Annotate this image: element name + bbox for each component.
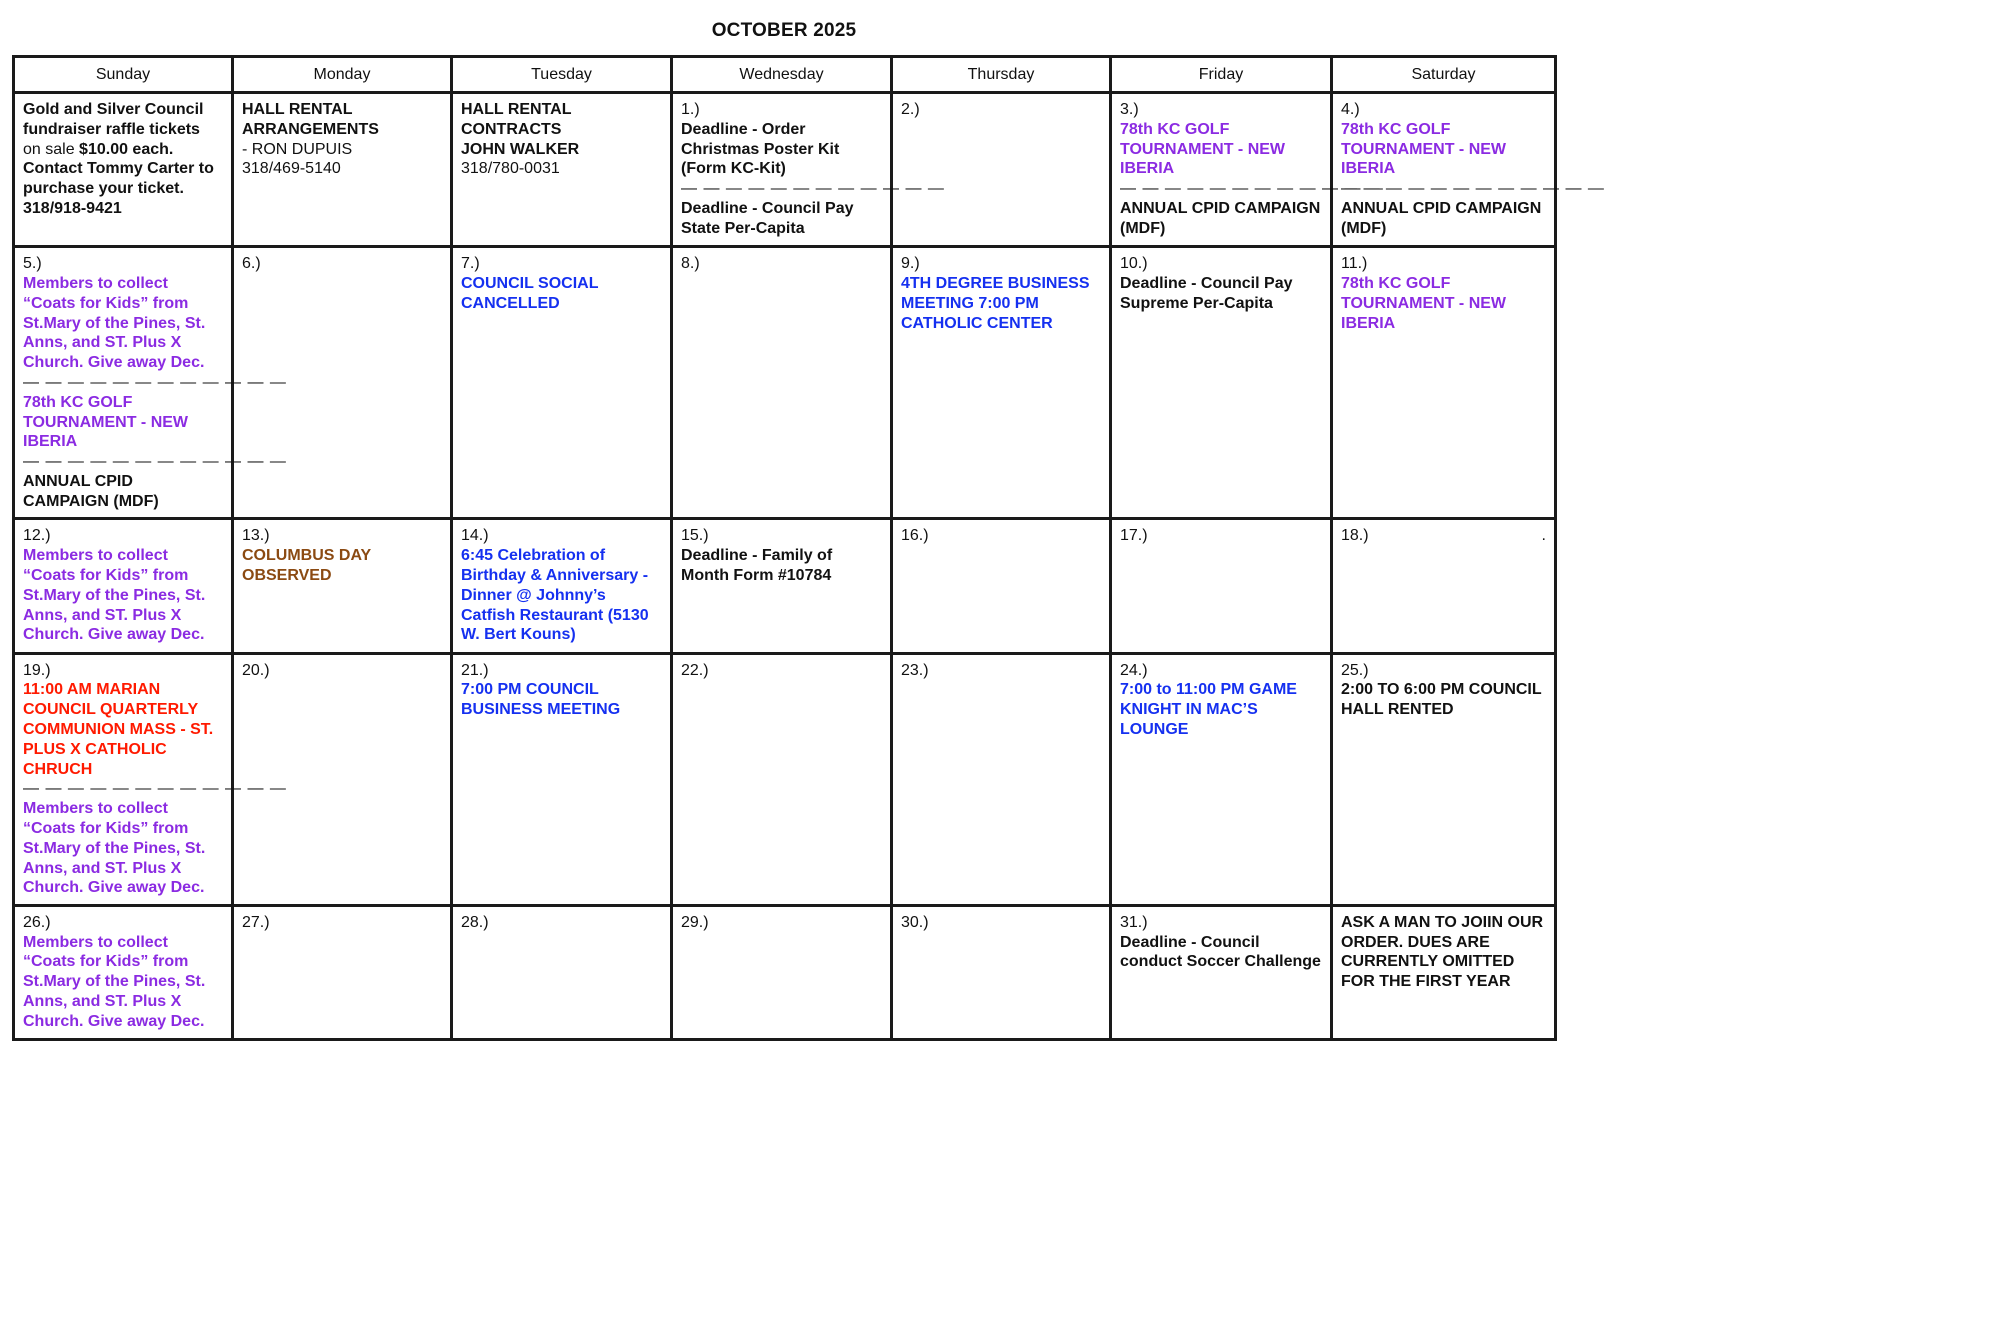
event-text: 7:00 to 11:00 PM GAME KNIGHT IN MAC’S LOUNGE (1120, 681, 1297, 738)
day-number: 7.) (461, 255, 480, 273)
day-cell-13 (233, 519, 452, 653)
event-text: Members to collect “Coats for Kids” from St.Mary of the Pines, St. Anns, and ST. Plus X Church. Give away Dec. (23, 933, 206, 1030)
event-separator: — — — — — — — — — — — — (1341, 180, 1605, 198)
day-number: 27.) (242, 913, 270, 931)
day-cell-17 (1111, 519, 1332, 653)
day-number: 3.) (1120, 101, 1139, 118)
event-text: 2:00 TO 6:00 PM COUNCIL HALL RENTED (1341, 681, 1542, 719)
day-cell-3 (1111, 93, 1384, 247)
weekday-header-row (14, 57, 1556, 93)
event-separator: — — — — — — — — — — — — (23, 373, 287, 391)
day-number: 5.) (23, 255, 42, 273)
event-text: COUNCIL SOCIAL CANCELLED (461, 274, 599, 312)
week-row-4 (14, 653, 1556, 905)
hall-rental-heading: HALL RENTAL (242, 101, 353, 118)
event-text: 78th KC GOLF TOURNAMENT - NEW IBERIA (1341, 120, 1507, 178)
event-text: 7:00 PM COUNCIL BUSINESS MEETING (461, 681, 621, 719)
day-cell-21 (452, 653, 672, 905)
hall-rental-subheading: ARRANGEMENTS (242, 120, 379, 138)
day-number: 10.) (1120, 255, 1148, 273)
day-cell-24 (1111, 653, 1332, 905)
day-number: 30.) (901, 913, 929, 931)
day-number: 15.) (681, 527, 709, 545)
day-cell-hall-rental-contracts (452, 93, 672, 247)
day-cell-28 (452, 905, 672, 1039)
raffle-price: $10.00 each. (79, 140, 174, 158)
day-number: 12.) (23, 527, 51, 545)
week-row-3 (14, 519, 1556, 653)
raffle-notice-line: Contact Tommy Carter to (23, 160, 214, 178)
day-number: 23.) (901, 661, 929, 679)
day-number: 9.) (901, 255, 920, 273)
membership-notice-cell (1332, 905, 1556, 1039)
raffle-notice-line (23, 140, 223, 160)
event-text: Deadline - Family of Month Form #10784 (681, 547, 833, 585)
event-text: Deadline - Council Pay State Per-Capita (681, 199, 854, 237)
day-cell-10 (1111, 247, 1332, 519)
raffle-notice-text: on sale (23, 140, 80, 158)
raffle-notice-line: purchase your ticket. (23, 180, 184, 198)
day-number: 28.) (461, 913, 489, 931)
day-cell-14 (452, 519, 672, 653)
event-text: COLUMBUS DAY OBSERVED (242, 547, 371, 585)
month-calendar-grid (12, 55, 1605, 1041)
day-cell-29 (672, 905, 892, 1039)
event-text: ANNUAL CPID CAMPAIGN (MDF) (23, 472, 159, 510)
day-number: 19.) (23, 661, 51, 679)
day-cell-9 (892, 247, 1111, 519)
hall-contracts-contact-name: JOHN WALKER (461, 140, 580, 158)
day-number: 29.) (681, 913, 709, 931)
day-cell-26 (14, 905, 233, 1039)
weekday-header-thursday: Thursday (892, 57, 1111, 93)
day-cell-15 (672, 519, 892, 653)
day-number: 22.) (681, 661, 709, 679)
day-cell-12 (14, 519, 233, 653)
hall-rental-contact-phone: 318/469-5140 (242, 160, 341, 178)
day-number: 21.) (461, 661, 489, 679)
day-cell-16 (892, 519, 1111, 653)
day-number: 4.) (1341, 101, 1360, 118)
day-number: 2.) (901, 101, 920, 118)
day-cell-30 (892, 905, 1111, 1039)
day-cell-hall-rental-arrangements (233, 93, 452, 247)
day-number: 6.) (242, 255, 261, 273)
week-row-2 (14, 247, 1556, 519)
day-cell-25 (1332, 653, 1556, 905)
day-cell-4 (1332, 93, 1605, 247)
weekday-header-saturday: Saturday (1332, 57, 1556, 93)
day-number: 1.) (681, 101, 700, 118)
event-text: ANNUAL CPID CAMPAIGN (MDF) (1120, 199, 1321, 237)
day-number: 20.) (242, 661, 270, 679)
day-number: 25.) (1341, 661, 1369, 679)
day-number: 17.) (1120, 527, 1148, 545)
day-number: 18.) (1341, 527, 1369, 545)
day-cell-22 (672, 653, 892, 905)
day-cell-raffle-notice (14, 93, 233, 247)
day-cell-18 (1332, 519, 1556, 653)
weekday-header-friday: Friday (1111, 57, 1332, 93)
event-separator: — — — — — — — — — — — — (23, 780, 287, 798)
day-number: 26.) (23, 913, 51, 931)
day-cell-31 (1111, 905, 1332, 1039)
day-number: 8.) (681, 255, 700, 273)
hall-contracts-heading: HALL RENTAL (461, 101, 572, 118)
week-row-1 (14, 93, 1556, 247)
event-text: Deadline - Council conduct Soccer Challenge (1120, 933, 1321, 971)
event-text: 78th KC GOLF TOURNAMENT - NEW IBERIA (1341, 274, 1507, 332)
event-text: Members to collect “Coats for Kids” from St.Mary of the Pines, St. Anns, and ST. Plus X Church. Give away Dec. (23, 547, 206, 644)
membership-notice: ASK A MAN TO JOIIN OUR ORDER. DUES ARE CURRENTLY OMITTED FOR THE FIRST YEAR (1341, 913, 1544, 991)
raffle-contact-phone: 318/918-9421 (23, 199, 122, 217)
hall-rental-contact-name: - RON DUPUIS (242, 140, 353, 158)
event-text: 4TH DEGREE BUSINESS MEETING 7:00 PM CATHOLIC CENTER (901, 274, 1090, 332)
event-text: Deadline - Council Pay Supreme Per-Capita (1120, 274, 1293, 312)
weekday-header-tuesday: Tuesday (452, 57, 672, 93)
weekday-header-wednesday: Wednesday (672, 57, 892, 93)
day-cell-5 (14, 247, 287, 519)
day-cell-8 (672, 247, 892, 519)
event-separator: — — — — — — — — — — — — (23, 453, 287, 471)
day-cell-23 (892, 653, 1111, 905)
stray-mark: . (1541, 527, 1546, 545)
event-text: 11:00 AM MARIAN COUNCIL QUARTERLY COMMUNION MASS - ST. PLUS X CATHOLIC CHRUCH (23, 681, 214, 778)
event-text: 78th KC GOLF TOURNAMENT - NEW IBERIA (23, 393, 189, 451)
hall-contracts-subheading: CONTRACTS (461, 120, 562, 138)
raffle-notice-line: Gold and Silver Council (23, 101, 204, 118)
event-separator: — — — — — — — — — — — — (681, 180, 945, 198)
day-cell-7 (452, 247, 672, 519)
event-text: 78th KC GOLF TOURNAMENT - NEW IBERIA (1120, 120, 1286, 178)
weekday-header-sunday: Sunday (14, 57, 233, 93)
day-number: 31.) (1120, 913, 1148, 931)
event-text: ANNUAL CPID CAMPAIGN (MDF) (1341, 199, 1542, 237)
event-text: Deadline - Order Christmas Poster Kit (Form KC-Kit) (681, 120, 840, 178)
day-number: 24.) (1120, 661, 1148, 679)
event-text: Members to collect “Coats for Kids” from St.Mary of the Pines, St. Anns, and ST. Plus X Church. Give away Dec. (23, 274, 206, 372)
event-separator: — — — — — — — — — — — — (1120, 180, 1384, 198)
day-cell-1 (672, 93, 945, 247)
day-cell-2 (892, 93, 1111, 247)
week-row-5 (14, 905, 1556, 1039)
day-number: 16.) (901, 527, 929, 545)
calendar-title: OCTOBER 2025 (711, 20, 857, 41)
hall-contracts-contact-phone: 318/780-0031 (461, 160, 560, 178)
day-number: 11.) (1341, 255, 1368, 273)
day-number: 14.) (461, 527, 489, 545)
day-cell-27 (233, 905, 452, 1039)
day-cell-11 (1332, 247, 1556, 519)
day-number: 13.) (242, 527, 270, 545)
event-text: 6:45 Celebration of Birthday & Anniversary - Dinner @ Johnny’s Catfish Restaurant (5130 W. Bert Kouns) (461, 547, 649, 644)
raffle-notice-line: fundraiser raffle tickets (23, 120, 200, 138)
event-text: Members to collect “Coats for Kids” from St.Mary of the Pines, St. Anns, and ST. Plus X Church. Give away Dec. (23, 800, 206, 897)
weekday-header-monday: Monday (233, 57, 452, 93)
